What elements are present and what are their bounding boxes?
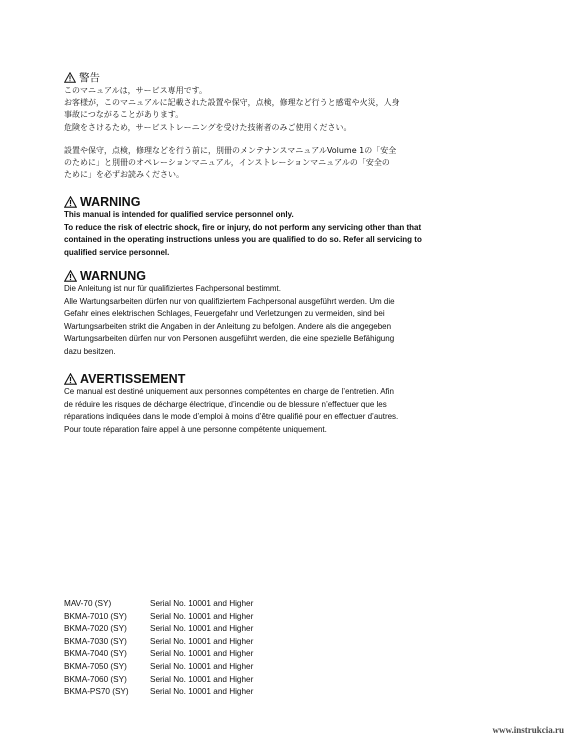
list-item bbox=[64, 674, 253, 687]
serial-range: Serial No. 10001 and Higher bbox=[150, 636, 254, 646]
model-name: BKMA-7030 (SY) bbox=[64, 636, 127, 646]
model-name: BKMA-7040 (SY) bbox=[64, 649, 127, 659]
french-warning-title: AVERTISSEMENT bbox=[80, 371, 186, 386]
serial-range: Serial No. 10001 and Higher bbox=[150, 649, 254, 659]
japanese-paragraph-1 bbox=[64, 85, 504, 134]
list-item bbox=[64, 598, 253, 611]
french-warning-text bbox=[64, 386, 504, 436]
text-line: のために」と別冊のオペレーションマニュアル，インストレーションマニュアルの「安全の bbox=[64, 157, 390, 167]
german-warning-text bbox=[64, 283, 504, 358]
text-line: Die Anleitung ist nur für qualifiziertes Fachpersonal bestimmt. bbox=[64, 284, 281, 293]
text-line: de réduire les risques de décharge électrique, d’incendie ou de blessure n’effectuer que les bbox=[64, 399, 387, 409]
japanese-paragraph-2 bbox=[64, 145, 504, 182]
list-item bbox=[64, 686, 253, 699]
english-warning-text bbox=[64, 209, 504, 259]
serial-range: Serial No. 10001 and Higher bbox=[150, 661, 254, 671]
text-line: Pour toute réparation faire appel à une personne compétente uniquement. bbox=[64, 424, 327, 434]
model-name: BKMA-7050 (SY) bbox=[64, 661, 127, 671]
german-warning-section bbox=[64, 268, 504, 358]
serial-range: Serial No. 10001 and Higher bbox=[150, 611, 254, 621]
text-line: Wartungsarbeiten strikt die Angaben in der Anleitung zu befolgen. Andere als die angegeben bbox=[64, 321, 392, 331]
text-line: お客様が，このマニュアルに記載された設置や保守，点検，修理など行うと感電や火災，人身 bbox=[64, 98, 400, 108]
japanese-warning-section bbox=[64, 70, 504, 181]
text-line: 設置や保守，点検，修理などを行う前に，別冊のメンテナンスマニュアルVolume 1の「安全 bbox=[64, 145, 397, 155]
model-name: BKMA-PS70 (SY) bbox=[64, 687, 129, 697]
japanese-warning-title: 警告 bbox=[79, 71, 100, 84]
text-line: Alle Wartungsarbeiten dürfen nur von qualifiziertem Fachpersonal ausgeführt werden. Um die bbox=[64, 296, 395, 306]
english-warning-title: WARNING bbox=[80, 194, 141, 209]
serial-range: Serial No. 10001 and Higher bbox=[150, 599, 254, 608]
list-item bbox=[64, 611, 253, 624]
model-name: BKMA-7060 (SY) bbox=[64, 674, 127, 684]
german-warning-heading bbox=[64, 268, 504, 283]
text-line: dazu besitzen. bbox=[64, 346, 116, 356]
text-line: qualified service personnel. bbox=[64, 247, 170, 257]
model-serial-list bbox=[64, 598, 253, 699]
text-line: ために」を必ずお読みください。 bbox=[64, 170, 184, 180]
serial-range: Serial No. 10001 and Higher bbox=[150, 687, 254, 697]
list-item bbox=[64, 636, 253, 649]
model-name: BKMA-7020 (SY) bbox=[64, 624, 127, 634]
warning-triangle-icon bbox=[64, 72, 76, 83]
warning-triangle-icon bbox=[64, 270, 77, 282]
text-line: Ce manual est destiné uniquement aux personnes compétentes en charge de l’entretien. Afin bbox=[64, 387, 394, 396]
text-line: 危険をさけるため，サービストレーニングを受けた技術者のみご使用ください。 bbox=[64, 122, 352, 132]
list-item bbox=[64, 648, 253, 661]
english-warning-heading bbox=[64, 194, 504, 209]
text-line: This manual is intended for qualified service personnel only. bbox=[64, 210, 294, 219]
serial-range: Serial No. 10001 and Higher bbox=[150, 624, 254, 634]
watermark-text: www.instrukcia.ru bbox=[492, 725, 564, 735]
text-line: To reduce the risk of electric shock, fire or injury, do not perform any servicing other than that bbox=[64, 222, 422, 232]
text-line: Gefahr eines elektrischen Schlages, Feuergefahr und Verletzungen zu vermeiden, sind bei bbox=[64, 309, 385, 318]
text-line: 事故につながることがあります。 bbox=[64, 110, 184, 120]
german-warning-title: WARNUNG bbox=[80, 268, 146, 283]
model-name: BKMA-7010 (SY) bbox=[64, 611, 127, 621]
french-warning-section bbox=[64, 371, 504, 436]
text-line: réparations indiquées dans le mode d’emploi à moins d’être qualifié pour en effectuer d’autres. bbox=[64, 412, 399, 421]
serial-range: Serial No. 10001 and Higher bbox=[150, 674, 254, 684]
french-warning-heading bbox=[64, 371, 504, 386]
text-line: このマニュアルは，サービス専用です。 bbox=[64, 86, 208, 95]
japanese-warning-heading bbox=[64, 70, 504, 84]
list-item bbox=[64, 623, 253, 636]
english-warning-section bbox=[64, 194, 504, 259]
text-line: contained in the operating instructions unless you are qualified to do so. Refer all servicing to bbox=[64, 235, 422, 244]
text-line: Wartungsarbeiten dürfen nur von Personen ausgeführt werden, die eine spezielle Befähigung bbox=[64, 334, 395, 343]
list-item bbox=[64, 661, 253, 674]
model-name: MAV-70 (SY) bbox=[64, 599, 112, 608]
warning-triangle-icon bbox=[64, 373, 77, 385]
warning-triangle-icon bbox=[64, 196, 77, 208]
